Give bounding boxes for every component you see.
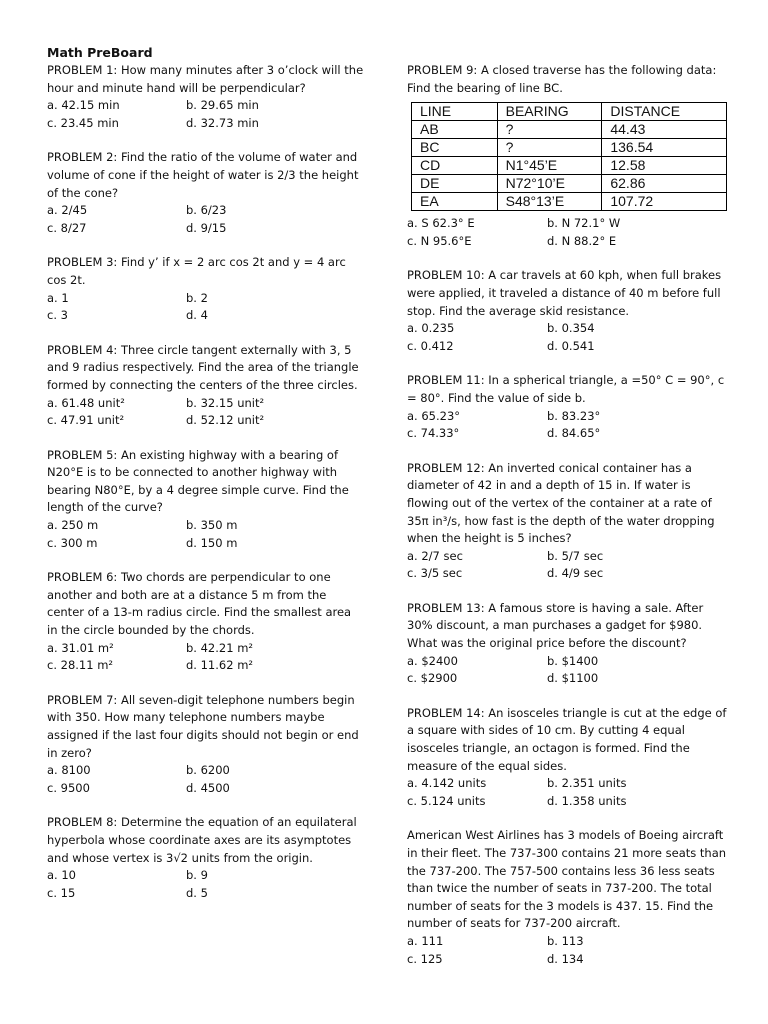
- problem-14-choices: [407, 775, 727, 810]
- choice: a. 250 m: [47, 518, 99, 533]
- problem-8-choices: [47, 867, 365, 902]
- table-cell: ?: [497, 139, 602, 157]
- choice: c. 47.91 unit²: [47, 413, 125, 428]
- problem-4-text: PROBLEM 4: Three circle tangent externally with 3, 5 and 9 radius respectively. Find the area of the triangle formed by connecting the centers of the three circles.: [47, 342, 359, 392]
- choice: a. 65.23°: [407, 408, 461, 423]
- choice: b. 0.354: [547, 321, 595, 336]
- choice: d. 4: [186, 308, 208, 323]
- problem-1-text: PROBLEM 1: How many minutes after 3 o’clock will the hour and minute hand will be perpendicular?: [47, 63, 364, 95]
- choice: d. 4500: [186, 780, 230, 795]
- problem-13: [407, 600, 727, 688]
- choice: a. 111: [407, 933, 444, 948]
- choice: c. 3/5 sec: [407, 566, 463, 581]
- table-cell: N72°10’E: [497, 175, 602, 193]
- problem-8: [47, 814, 365, 902]
- problem-4: [47, 342, 365, 430]
- problem-10: [407, 267, 727, 355]
- problem-9-text: PROBLEM 9: A closed traverse has the following data: Find the bearing of line BC.: [407, 63, 717, 95]
- choice: b. 42.21 m²: [186, 640, 254, 655]
- problem-11-choices: [407, 408, 727, 443]
- problem-3-text: PROBLEM 3: Find y’ if x = 2 arc cos 2t and y = 4 arc cos 2t.: [47, 255, 346, 287]
- choice: d. N 88.2° E: [547, 233, 617, 248]
- problem-6: [47, 569, 365, 675]
- problem-9: [407, 62, 727, 250]
- choice: a. 42.15 min: [47, 98, 120, 113]
- column-header: DISTANCE: [602, 103, 727, 121]
- problem-13-text: PROBLEM 13: A famous store is having a sale. After 30% discount, a man purchases a gadget for $980. What was the original price before the discount?: [407, 600, 704, 651]
- table-cell: 136.54: [602, 139, 727, 157]
- table-row: [412, 121, 727, 139]
- problem-7-choices: [47, 762, 365, 797]
- problem-1: [47, 62, 365, 132]
- table-cell: ?: [497, 121, 602, 139]
- choice: a. 61.48 unit²: [47, 395, 125, 410]
- choice: c. N 95.6°E: [407, 233, 472, 248]
- problem-15: [407, 827, 727, 968]
- problem-13-choices: [407, 653, 727, 688]
- problem-6-choices: [47, 640, 365, 675]
- problem-12-text: PROBLEM 12: An inverted conical container has a diameter of 42 in and a depth of 15 in. If water is flowing out of the vertex of the container at a rate of 35π in³/s, how fast is the depth of the water dropping when the height is 5 inches?: [407, 460, 715, 546]
- choice: a. 1: [47, 290, 69, 305]
- table-cell: EA: [412, 193, 498, 211]
- choice: b. 350 m: [186, 518, 238, 533]
- choice: a. S 62.3° E: [407, 216, 475, 231]
- choice: b. 83.23°: [547, 408, 601, 423]
- choice: a. 31.01 m²: [47, 640, 114, 655]
- choice: c. 28.11 m²: [47, 658, 114, 673]
- choice: b. 9: [186, 868, 208, 883]
- table-row: [412, 175, 727, 193]
- choice: d. 32.73 min: [186, 115, 259, 130]
- left-problem-list: [47, 62, 365, 902]
- choice: d. 84.65°: [547, 426, 601, 441]
- page-title: Math PreBoard: [47, 45, 153, 60]
- problem-6-text: PROBLEM 6: Two chords are perpendicular to one another and both are at a distance 5 m from the center of a 13-m radius circle. Find the smallest area in the circle bounded by the chords.: [47, 570, 352, 638]
- problem-2: [47, 149, 365, 237]
- problem-3-choices: [47, 290, 365, 325]
- problem-11-text: PROBLEM 11: In a spherical triangle, a =50° C = 90°, c = 80°. Find the value of side b.: [407, 373, 725, 405]
- column-header: BEARING: [497, 103, 602, 121]
- problem-2-text: PROBLEM 2: Find the ratio of the volume of water and volume of cone if the height of water is 2/3 the height of the cone?: [47, 150, 359, 200]
- problem-5: [47, 447, 365, 553]
- table-cell: CD: [412, 157, 498, 175]
- problem-12: [407, 460, 727, 583]
- choice: d. 9/15: [186, 220, 227, 235]
- choice: d. 52.12 unit²: [186, 413, 265, 428]
- problem-5-choices: [47, 517, 365, 552]
- problem-10-text: PROBLEM 10: A car travels at 60 kph, when full brakes were applied, it traveled a distance of 40 m before full stop. Find the average skid resistance.: [407, 268, 722, 318]
- choice: c. 300 m: [47, 535, 98, 550]
- choice: c. 23.45 min: [47, 115, 119, 130]
- problem-11: [407, 372, 727, 442]
- choice: c. 9500: [47, 780, 90, 795]
- choice: a. 4.142 units: [407, 776, 487, 791]
- problem-12-choices: [407, 548, 727, 583]
- choice: d. 0.541: [547, 338, 595, 353]
- choice: d. 4/9 sec: [547, 566, 604, 581]
- left-column: [47, 44, 365, 919]
- table-cell: S48°13’E: [497, 193, 602, 211]
- choice: d. 1.358 units: [547, 793, 627, 808]
- traverse-table: [411, 102, 727, 211]
- problem-9-choices: [407, 215, 727, 250]
- right-problem-list: [407, 267, 727, 968]
- problem-10-choices: [407, 320, 727, 355]
- right-column: [407, 62, 727, 985]
- table-cell: 62.86: [602, 175, 727, 193]
- choice: b. 6/23: [186, 203, 227, 218]
- table-cell: AB: [412, 121, 498, 139]
- choice: b. 2: [186, 290, 208, 305]
- problem-15-text: American West Airlines has 3 models of Boeing aircraft in their fleet. The 737-300 contains 21 more seats than the 737-200. The 757-500 contains less 36 less seats than twice the number of seats in 737-200. The total number of seats for the 3 models is 437. 15. Find the number of seats for 737-200 aircraft.: [407, 828, 727, 931]
- table-cell: 44.43: [602, 121, 727, 139]
- choice: c. 0.412: [407, 338, 454, 353]
- problem-14: [407, 705, 727, 811]
- problem-1-choices: [47, 97, 365, 132]
- choice: a. 8100: [47, 763, 91, 778]
- table-header-row: [412, 103, 727, 121]
- choice: a. 2/45: [47, 203, 88, 218]
- choice: c. $2900: [407, 671, 458, 686]
- choice: d. 11.62 m²: [186, 658, 254, 673]
- choice: b. 32.15 unit²: [186, 395, 265, 410]
- choice: c. 8/27: [47, 220, 87, 235]
- choice: d. 5: [186, 885, 208, 900]
- choice: c. 125: [407, 951, 443, 966]
- choice: a. 0.235: [407, 321, 455, 336]
- table-cell: 12.58: [602, 157, 727, 175]
- choice: d. 134: [547, 951, 584, 966]
- choice: b. 6200: [186, 763, 230, 778]
- choice: c. 5.124 units: [407, 793, 486, 808]
- choice: b. $1400: [547, 653, 599, 668]
- table-cell: DE: [412, 175, 498, 193]
- choice: c. 15: [47, 885, 76, 900]
- problem-3: [47, 254, 365, 324]
- choice: b. 113: [547, 933, 584, 948]
- table-cell: 107.72: [602, 193, 727, 211]
- table-row: [412, 193, 727, 211]
- choice: c. 74.33°: [407, 426, 460, 441]
- problem-5-text: PROBLEM 5: An existing highway with a bearing of N20°E is to be connected to another highway with bearing N80°E, by a 4 degree simple curve. Find the length of the curve?: [47, 447, 349, 515]
- choice: a. 2/7 sec: [407, 548, 463, 563]
- problem-2-choices: [47, 202, 365, 237]
- choice: d. 150 m: [186, 535, 238, 550]
- choice: b. N 72.1° W: [547, 216, 621, 231]
- table-cell: BC: [412, 139, 498, 157]
- problem-15-choices: [407, 933, 727, 968]
- problem-7: [47, 692, 365, 798]
- problem-14-text: PROBLEM 14: An isosceles triangle is cut at the edge of a square with sides of 10 cm. By cutting 4 equal isosceles triangle, an octagon is formed. Find the measure of the equal sides.: [407, 705, 727, 773]
- column-header: LINE: [412, 103, 498, 121]
- choice: b. 2.351 units: [547, 776, 627, 791]
- table-row: [412, 157, 727, 175]
- problem-4-choices: [47, 395, 365, 430]
- choice: b. 29.65 min: [186, 98, 259, 113]
- choice: b. 5/7 sec: [547, 548, 604, 563]
- choice: a. 10: [47, 868, 76, 883]
- problem-8-text: PROBLEM 8: Determine the equation of an equilateral hyperbola whose coordinate axes are its asymptotes and whose vertex is 3√2 units from the origin.: [47, 815, 357, 865]
- choice: a. $2400: [407, 653, 458, 668]
- table-cell: N1°45’E: [497, 157, 602, 175]
- table-row: [412, 139, 727, 157]
- choice: d. $1100: [547, 671, 599, 686]
- choice: c. 3: [47, 308, 68, 323]
- problem-7-text: PROBLEM 7: All seven-digit telephone numbers begin with 350. How many telephone numbers maybe assigned if the last four digits should not begin or end in zero?: [47, 692, 359, 760]
